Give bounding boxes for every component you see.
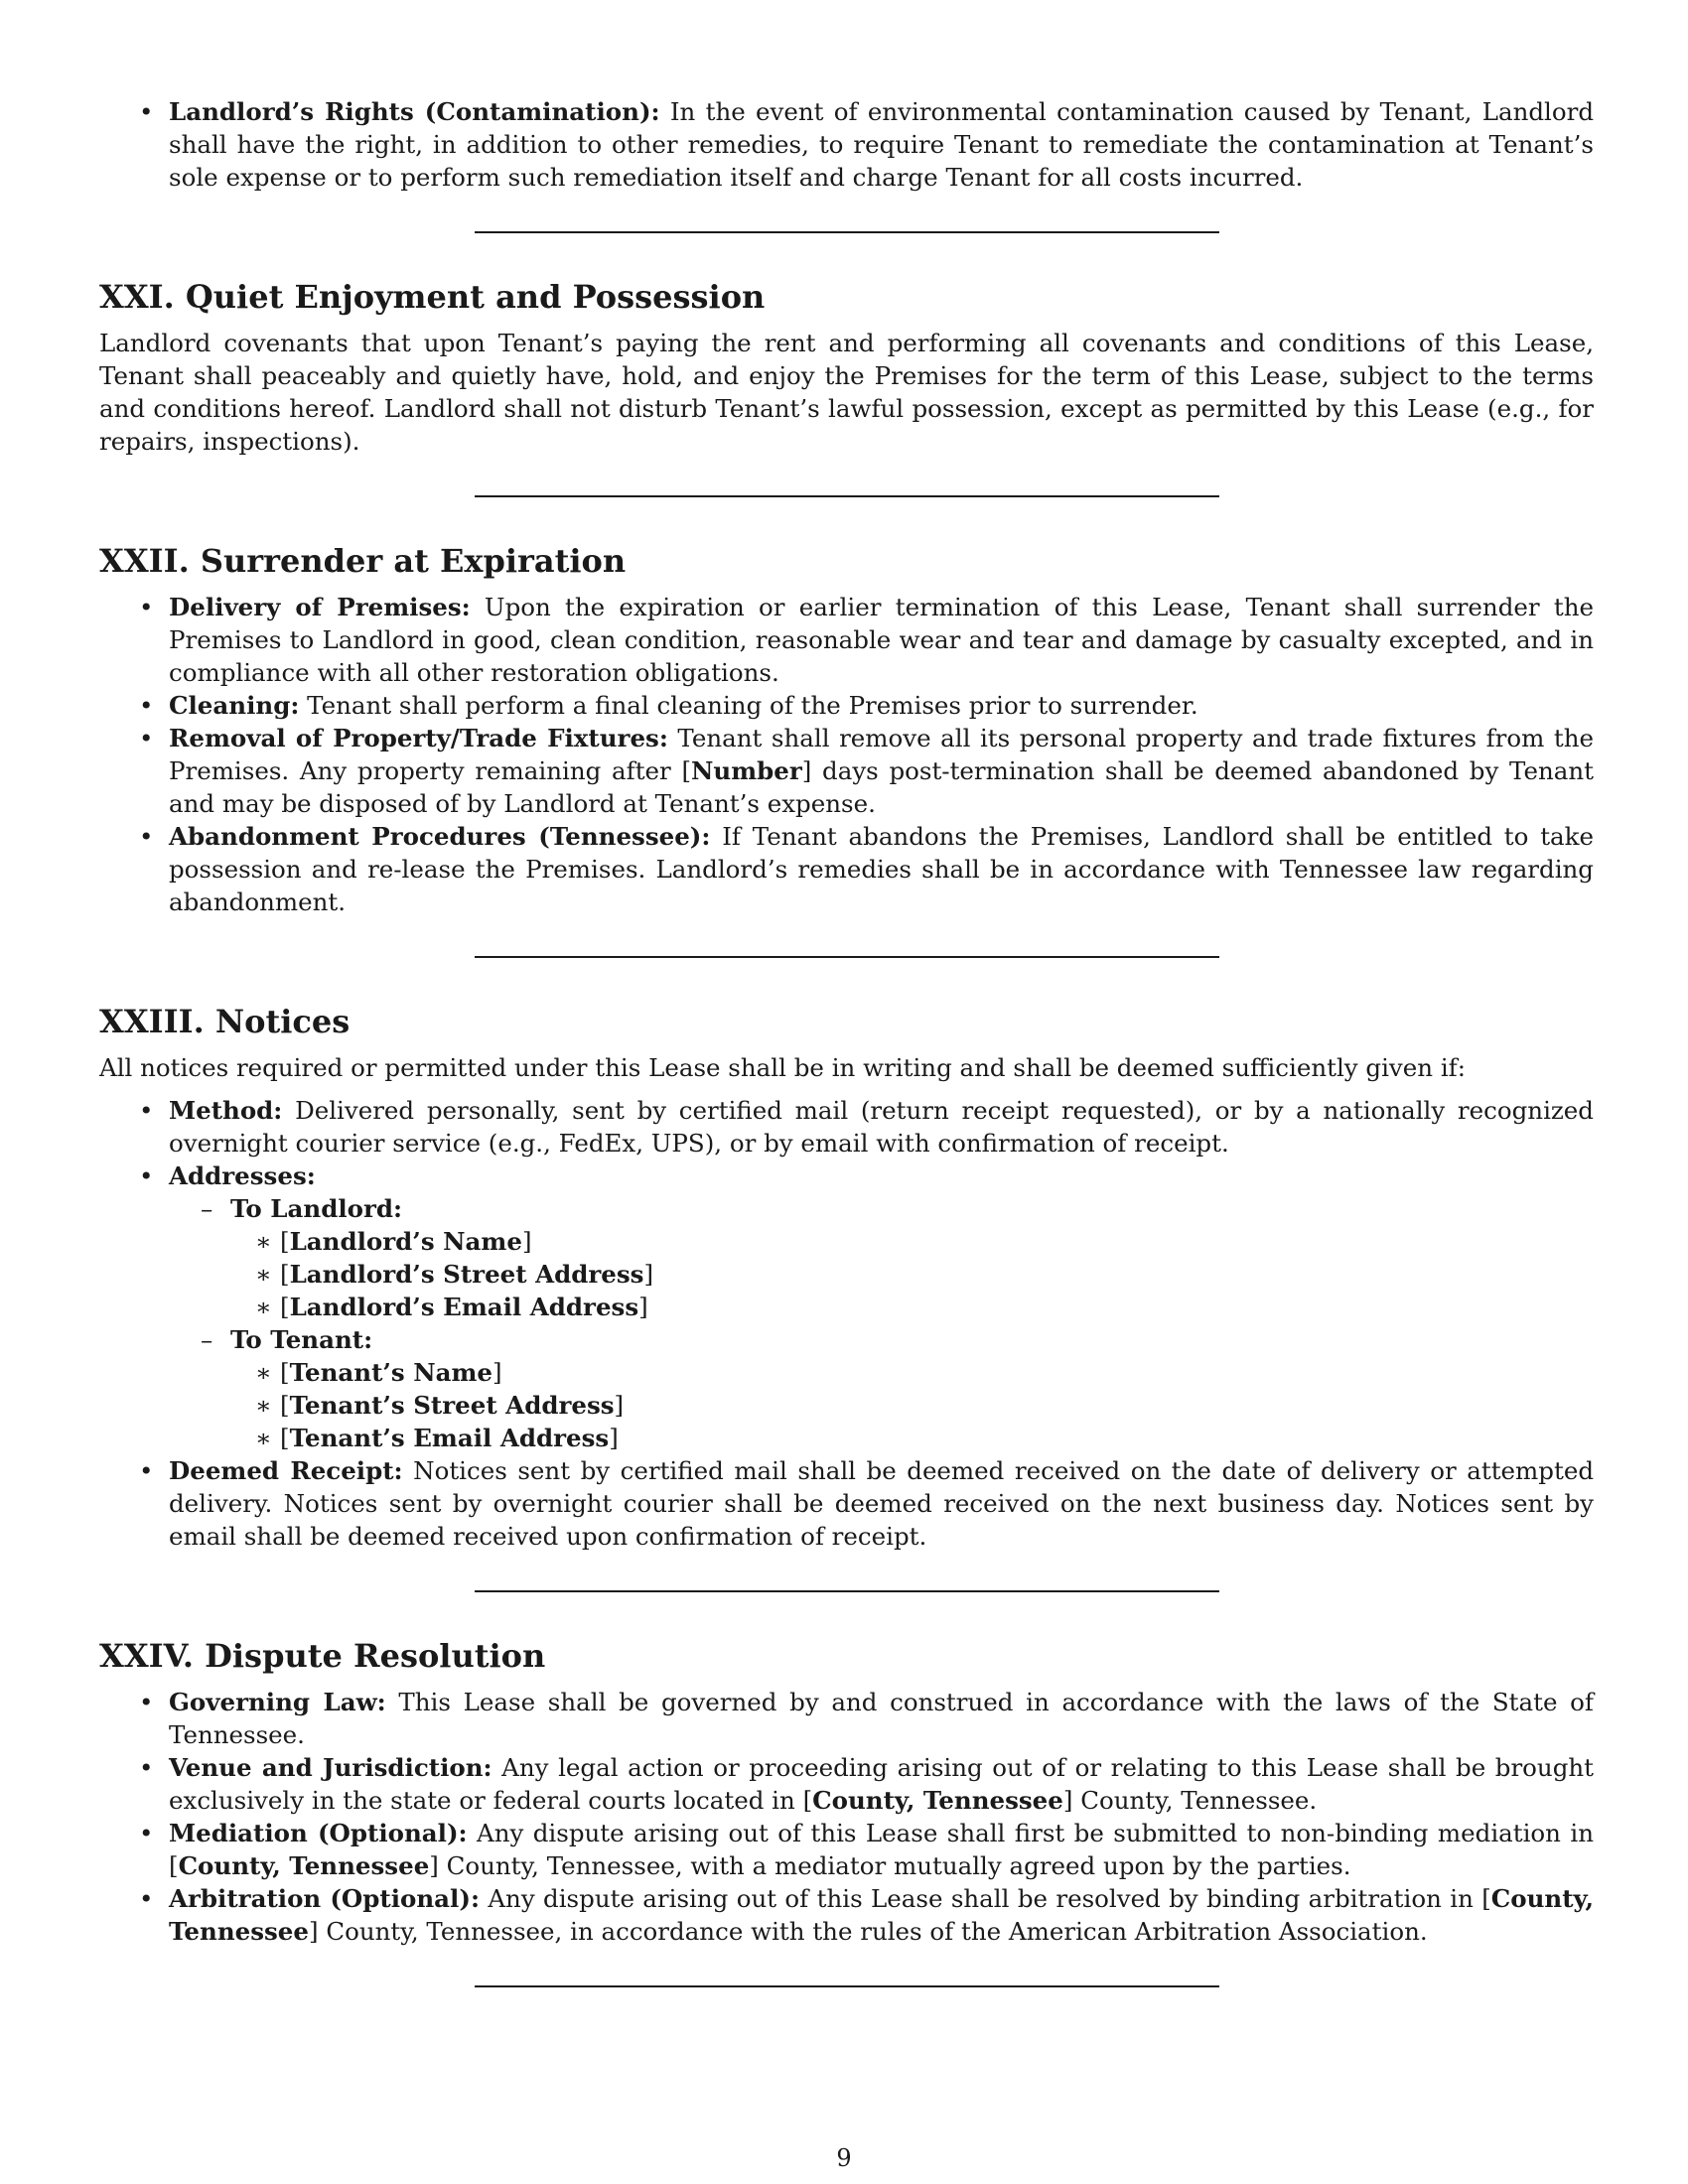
field-tenant-email-address: ∗ [Tenant’s Email Address] — [230, 1422, 1594, 1454]
item-text: Any dispute arising out of this Lease shall be resolved by binding arbitration in [ — [480, 1884, 1491, 1913]
contamination-list — [99, 95, 1594, 194]
placeholder-county: County, Tennessee — [169, 1884, 1594, 1946]
item-label: Landlord’s Rights (Contamination): — [169, 97, 660, 126]
document-page — [99, 95, 1594, 1987]
list-item-venue-and-jurisdiction — [99, 1751, 1594, 1817]
item-label: To Tenant: — [230, 1325, 373, 1354]
surrender-list — [99, 591, 1594, 918]
item-text: Notices sent by certified mail shall be deemed received on the date of delivery or attempted delivery. Notices sent by overnight courier shall be deemed received on the next business day. Notices sent by email shall be deemed received upon confirmation of receipt. — [169, 1456, 1594, 1551]
field-landlord-email-address: ∗ [Landlord’s Email Address] — [230, 1291, 1594, 1323]
landlord-fields-list — [230, 1225, 1594, 1323]
item-label: Cleaning: — [169, 691, 300, 720]
page-number: 9 — [836, 2144, 852, 2172]
list-item-delivery-of-premises — [99, 591, 1594, 689]
placeholder-text: Landlord’s Name — [289, 1227, 522, 1256]
item-text: Upon the expiration or earlier termination of this Lease, Tenant shall surrender the Premises to Landlord in good, clean condition, reasonable wear and tear and damage by casualty excepted, and in compliance with all other restoration obligations. — [169, 593, 1594, 687]
section-body-quiet-enjoyment: Landlord covenants that upon Tenant’s paying the rent and performing all covenants and conditions of this Lease, Tenant shall peaceably and quietly have, hold, and enjoy the Premises for the term of this Lease, subject to the terms and conditions hereof. Landlord shall not disturb Tenant’s lawful possession, except as permitted by this Lease (e.g., for repairs, inspections). — [99, 329, 1594, 456]
placeholder-county: County, Tennessee — [812, 1786, 1063, 1815]
item-text: Any dispute arising out of this Lease shall first be submitted to non-binding mediation in [ — [169, 1819, 1594, 1880]
list-item-landlords-rights-contamination — [99, 95, 1594, 194]
item-text: If Tenant abandons the Premises, Landlord shall be entitled to take possession and re-lease the Premises. Landlord’s remedies shall be in accordance with Tennessee law regarding abandonment. — [169, 822, 1594, 916]
list-item-governing-law — [99, 1686, 1594, 1751]
item-label: To Landlord: — [230, 1194, 403, 1223]
sublist-item-to-landlord — [169, 1192, 1594, 1323]
item-label: Arbitration (Optional): — [169, 1884, 480, 1913]
item-text: Any legal action or proceeding arising out of or relating to this Lease shall be brought exclusively in the state or federal courts located in [ — [169, 1753, 1595, 1815]
list-item-arbitration — [99, 1882, 1594, 1948]
item-label: Deemed Receipt: — [169, 1456, 403, 1485]
item-text: ] County, Tennessee. — [1062, 1786, 1318, 1815]
placeholder-text: Landlord’s Street Address — [289, 1260, 644, 1289]
list-item-abandonment-procedures — [99, 820, 1594, 918]
list-item-addresses — [99, 1160, 1594, 1454]
section-title-notices: XXIII. Notices — [99, 1003, 351, 1040]
item-label: Removal of Property/Trade Fixtures: — [169, 724, 668, 752]
list-item-cleaning — [99, 689, 1594, 722]
item-text: In the event of environmental contamination caused by Tenant, Landlord shall have the right, in addition to other remedies, to require Tenant to remediate the contamination at Tenant’s sole expense or to perform such remediation itself and charge Tenant for all costs incurred. — [169, 97, 1595, 192]
section-divider — [475, 1590, 1219, 1592]
field-tenant-name: ∗ [Tenant’s Name] — [230, 1356, 1594, 1389]
item-label: Mediation (Optional): — [169, 1819, 468, 1847]
section-divider — [475, 495, 1219, 497]
item-label: Method: — [169, 1096, 283, 1125]
section-divider — [475, 1985, 1219, 1987]
list-item-method — [99, 1094, 1594, 1160]
placeholder-text: Tenant’s Email Address — [289, 1424, 610, 1452]
placeholder-text: Landlord’s Email Address — [289, 1293, 639, 1321]
item-text: ] County, Tennessee, with a mediator mutually agreed upon by the parties. — [429, 1851, 1351, 1880]
item-label: Governing Law: — [169, 1688, 386, 1716]
item-label: Venue and Jurisdiction: — [169, 1753, 492, 1782]
notices-list — [99, 1094, 1594, 1553]
dispute-list — [99, 1686, 1594, 1948]
field-tenant-street-address: ∗ [Tenant’s Street Address] — [230, 1389, 1594, 1422]
list-item-mediation — [99, 1817, 1594, 1882]
placeholder-county: County, Tennessee — [178, 1851, 430, 1880]
section-divider — [475, 231, 1219, 233]
item-text: Tenant shall remove all its personal property and trade fixtures from the Premises. Any property remaining after [ — [169, 724, 1594, 785]
notices-intro: All notices required or permitted under this Lease shall be in writing and shall be deemed sufficiently given if: — [99, 1053, 1466, 1082]
sublist-item-to-tenant — [169, 1323, 1594, 1454]
tenant-fields-list — [230, 1356, 1594, 1454]
section-title-quiet-enjoyment: XXI. Quiet Enjoyment and Possession — [99, 278, 766, 316]
field-landlord-street-address: ∗ [Landlord’s Street Address] — [230, 1258, 1594, 1291]
placeholder-number: Number — [691, 756, 802, 785]
section-divider — [475, 956, 1219, 958]
section-title-surrender: XXII. Surrender at Expiration — [99, 542, 627, 580]
placeholder-text: Tenant’s Name — [289, 1358, 493, 1387]
item-label: Addresses: — [169, 1161, 316, 1190]
item-label: Delivery of Premises: — [169, 593, 471, 621]
item-text: Tenant shall perform a final cleaning of the Premises prior to surrender. — [299, 691, 1198, 720]
placeholder-text: Tenant’s Street Address — [289, 1391, 615, 1420]
section-title-dispute-resolution: XXIV. Dispute Resolution — [99, 1637, 546, 1675]
item-text: This Lease shall be governed by and construed in accordance with the laws of the State of Tennessee. — [169, 1688, 1594, 1749]
addresses-sublist — [169, 1192, 1594, 1454]
item-text: ] County, Tennessee, in accordance with the rules of the American Arbitration Association. — [308, 1917, 1428, 1946]
item-text: Delivered personally, sent by certified mail (return receipt requested), or by a nationally recognized overnight courier service (e.g., FedEx, UPS), or by email with confirmation of receipt. — [169, 1096, 1594, 1158]
list-item-deemed-receipt — [99, 1454, 1594, 1553]
item-text: ] days post-termination shall be deemed abandoned by Tenant and may be disposed of by Landlord at Tenant’s expense. — [169, 756, 1594, 818]
field-landlord-name: ∗ [Landlord’s Name] — [230, 1225, 1594, 1258]
list-item-removal-of-property — [99, 722, 1594, 820]
item-label: Abandonment Procedures (Tennessee): — [169, 822, 711, 851]
